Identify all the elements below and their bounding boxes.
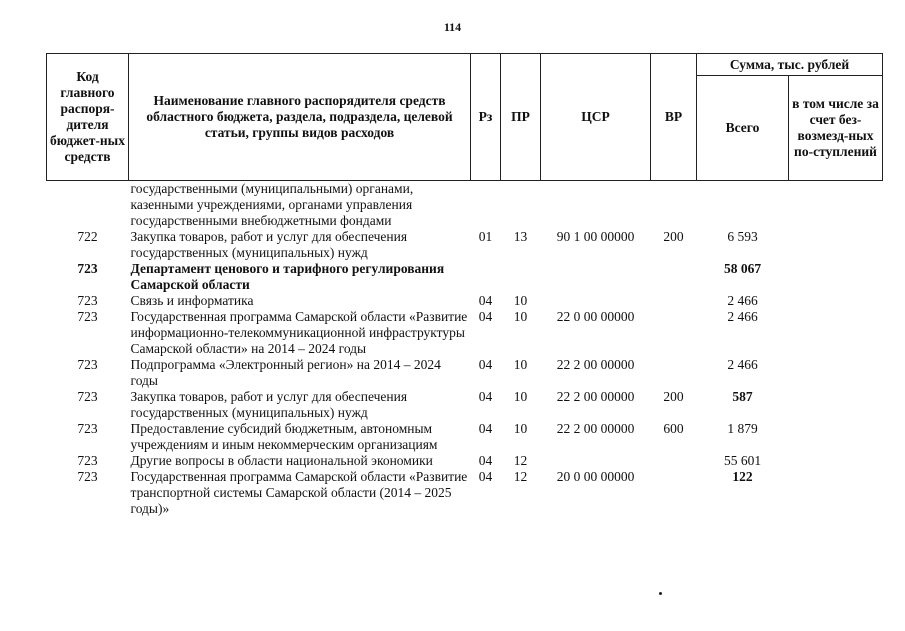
row-name: Закупка товаров, работ и услуг для обеспечения государственных (муниципальных) нужд [130, 229, 408, 260]
row-vr [651, 469, 697, 517]
row-total: 122 [732, 469, 753, 484]
row-csr [541, 453, 651, 469]
table-body [47, 181, 883, 518]
row-pr: 10 [513, 309, 528, 324]
row-name: Департамент ценового и тарифного регулирования Самарской области [130, 261, 445, 292]
row-code: 723 [77, 453, 98, 468]
scan-dot [659, 592, 662, 595]
row-pr: 10 [513, 293, 528, 308]
budget-table [46, 53, 883, 517]
row-vr: 600 [663, 421, 684, 436]
table-row [47, 453, 883, 469]
row-rz: 04 [478, 389, 493, 404]
row-incl [789, 421, 883, 453]
header-pr: ПР [501, 54, 541, 181]
row-vr [651, 261, 697, 293]
row-incl [789, 181, 883, 230]
row-incl [789, 309, 883, 357]
page-number: 114 [443, 20, 462, 34]
row-name: Государственная программа Самарской области «Развитие информационно-телекоммуникационной инфраструктуры Самарской области» на 2014 – 2024 годы [130, 309, 468, 356]
row-rz [471, 261, 501, 293]
row-name: Другие вопросы в области национальной экономики [130, 453, 433, 468]
row-total: 2 466 [727, 309, 758, 324]
row-csr [541, 261, 651, 293]
row-vr [651, 181, 697, 230]
row-vr [651, 309, 697, 357]
row-code: 723 [77, 389, 98, 404]
header-rz: Рз [471, 54, 501, 181]
table-row [47, 389, 883, 421]
row-vr [651, 293, 697, 309]
table-row [47, 293, 883, 309]
row-code: 723 [77, 421, 98, 436]
row-rz: 04 [478, 453, 493, 468]
row-code: 722 [77, 229, 98, 244]
table-row [47, 181, 883, 230]
header-vr: ВР [651, 54, 697, 181]
row-pr [501, 181, 541, 230]
header-csr: ЦСР [541, 54, 651, 181]
row-incl [789, 453, 883, 469]
row-total: 58 067 [723, 261, 762, 276]
row-name: Подпрограмма «Электронный регион» на 2014 – 2024 годы [130, 357, 441, 388]
row-rz: 04 [478, 309, 493, 324]
row-incl [789, 293, 883, 309]
row-code: 723 [77, 261, 98, 276]
row-rz [471, 181, 501, 230]
row-csr: 22 2 00 00000 [556, 357, 635, 372]
header-sum: Сумма, тыс. рублей [697, 54, 883, 76]
row-csr: 20 0 00 00000 [556, 469, 635, 484]
table-row [47, 261, 883, 293]
header-incl: в том числе за счет без-возмезд-ных по-ступлений [789, 76, 883, 181]
row-name: государственными (муниципальными) органами, казенными учреждениями, органами управления государственными внебюджетными фондами [130, 181, 414, 228]
row-csr [541, 181, 651, 230]
header-code: Код главного распоря-дителя бюджет-ных средств [47, 54, 129, 181]
row-total: 2 466 [727, 357, 758, 372]
row-pr: 13 [513, 229, 528, 244]
row-name: Связь и информатика [130, 293, 254, 308]
row-rz: 04 [478, 357, 493, 372]
row-name: Закупка товаров, работ и услуг для обеспечения государственных (муниципальных) нужд [130, 389, 408, 420]
row-total: 6 593 [727, 229, 758, 244]
row-csr: 22 0 00 00000 [556, 309, 635, 324]
row-code: 723 [77, 357, 98, 372]
row-rz: 04 [478, 469, 493, 484]
row-csr: 22 2 00 00000 [556, 421, 635, 436]
row-csr: 90 1 00 00000 [556, 229, 635, 244]
row-incl [789, 357, 883, 389]
row-pr: 10 [513, 421, 528, 436]
row-pr: 12 [513, 453, 528, 468]
row-name: Предоставление субсидий бюджетным, автономным учреждениям и иным некоммерческим организациям [130, 421, 438, 452]
table-row [47, 469, 883, 517]
row-code [47, 181, 129, 230]
row-total: 55 601 [723, 453, 762, 468]
row-vr [651, 357, 697, 389]
header-total: Всего [697, 76, 789, 181]
row-rz: 04 [478, 293, 493, 308]
row-incl [789, 469, 883, 517]
row-vr: 200 [663, 229, 684, 244]
header-name: Наименование главного распорядителя средств областного бюджета, раздела, подраздела, целевой статьи, группы видов расходов [129, 54, 471, 181]
row-total: 1 879 [727, 421, 758, 436]
row-pr: 10 [513, 357, 528, 372]
row-code: 723 [77, 469, 98, 484]
table-row [47, 421, 883, 453]
row-csr [541, 293, 651, 309]
row-incl [789, 261, 883, 293]
row-pr: 10 [513, 389, 528, 404]
row-pr [501, 261, 541, 293]
row-code: 723 [77, 309, 98, 324]
row-code: 723 [77, 293, 98, 308]
row-total: 2 466 [727, 293, 758, 308]
table-row [47, 229, 883, 261]
table-row [47, 357, 883, 389]
row-rz: 01 [478, 229, 493, 244]
row-name: Государственная программа Самарской области «Развитие транспортной системы Самарской области (2014 – 2025 годы)» [130, 469, 468, 516]
row-incl [789, 389, 883, 421]
row-vr [651, 453, 697, 469]
row-total: 587 [732, 389, 753, 404]
row-vr: 200 [663, 389, 684, 404]
row-pr: 12 [513, 469, 528, 484]
row-total [697, 181, 789, 230]
row-incl [789, 229, 883, 261]
row-rz: 04 [478, 421, 493, 436]
table-row [47, 309, 883, 357]
row-csr: 22 2 00 00000 [556, 389, 635, 404]
